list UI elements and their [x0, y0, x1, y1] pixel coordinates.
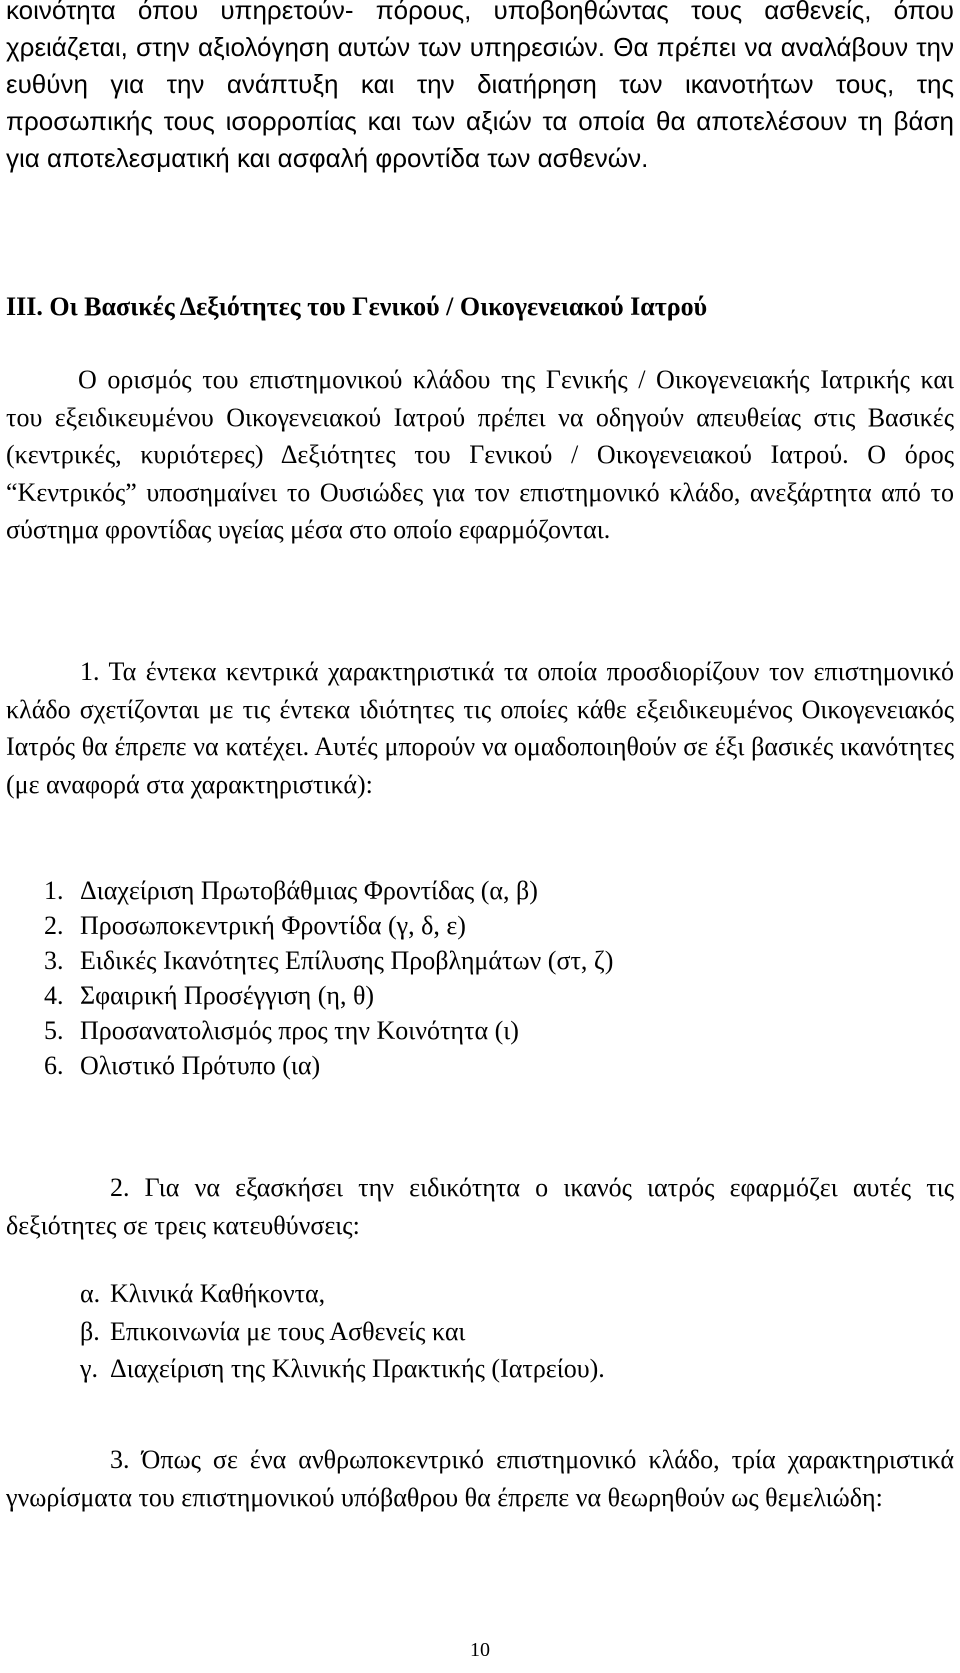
page-number: 10 [470, 1639, 490, 1661]
core-competencies-list [44, 873, 613, 1083]
list-item-text: Ειδικές Ικανότητες Επίλυσης Προβλημάτων (στ, ζ) [80, 946, 614, 975]
list-item-number: γ. [80, 1354, 98, 1383]
list-item-text: Επικοινωνία με τους Ασθενείς και [110, 1316, 466, 1346]
list-item-text: Ολιστικό Πρότυπο (ια) [80, 1051, 321, 1080]
directions-paragraph: 2. Για να εξασκήσει την ειδικότητα ο ικανός ιατρός εφαρμόζει αυτές τις δεξιότητες σε τρεις κατευθύνσεις: [6, 1173, 954, 1240]
list-item [44, 978, 613, 1013]
list-item [44, 943, 613, 978]
list-item-number: β. [80, 1316, 100, 1346]
list-item [80, 1350, 605, 1388]
list-item-number: α. [80, 1279, 101, 1308]
foundations-paragraph: 3. Όπως σε ένα ανθρωποκεντρικό επιστημονικό κλάδο, τρία χαρακτηριστικά γνωρίσματα του επιστημονικού υπόβαθρου θα έπρεπε να θεωρηθούν ως θεμελιώδη: [6, 1445, 954, 1512]
list-item-text: Κλινικά Καθήκοντα, [110, 1279, 326, 1308]
definition-paragraph: Ο ορισμός του επιστημονικού κλάδου της Γενικής / Οικογενειακής Ιατρικής και του εξειδικευμένου Οικογενειακού Ιατρού πρέπει να οδηγούν απευθείας στις Βασικές (κεντρικές, κυριότερες) Δεξιότητες του Γενικού / Οικογενειακού Ιατρού. Ο όρος “Κεντρικός” υποσημαίνει το Ουσιώδες για τον επιστημονικό κλάδο, ανεξάρτητα από το σύστημα φροντίδας υγείας μέσα στο οποίο εφαρμόζονται. [6, 365, 954, 544]
list-item [44, 873, 613, 908]
list-item-text: Προσωποκεντρική Φροντίδα (γ, δ, ε) [80, 911, 466, 940]
list-item-text: Διαχείριση της Κλινικής Πρακτικής (Ιατρείου). [110, 1354, 605, 1383]
list-item-number: 4. [44, 981, 64, 1010]
list-item-number: 3. [44, 946, 64, 975]
intro-paragraph: κοινότητα όπου υπηρετούν- πόρους, υποβοηθώντας τους ασθενείς, όπου χρειάζεται, στην αξιολόγηση αυτών των υπηρεσιών. Θα πρέπει να αναλάβουν την ευθύνη για την ανάπτυξη και την διατήρηση των ικανοτήτων τους, της προσωπικής τους ισορροπίας και των αξιών τα οποία θα αποτελέσουν τη βάση για αποτελεσματική και ασφαλή φροντίδα των ασθενών. [6, 0, 954, 173]
list-item [44, 1048, 613, 1083]
list-item [80, 1313, 605, 1351]
list-item-number: 1. [44, 876, 64, 905]
list-item [44, 908, 613, 943]
list-item [80, 1275, 605, 1313]
list-item [44, 1013, 613, 1048]
core-characteristics-paragraph: 1. Τα έντεκα κεντρικά χαρακτηριστικά τα οποία προσδιορίζουν τον επιστημονικό κλάδο σχετίζονται με τις έντεκα ιδιότητες τις οποίες κάθε εξειδικευμένος Οικογενειακός Ιατρός θα έπρεπε να κατέχει. Αυτές μπορούν να ομαδοποιηθούν σε έξι βασικές ικανότητες (με αναφορά στα χαρακτηριστικά): [6, 657, 954, 799]
directions-list [80, 1275, 605, 1388]
list-item-text: Διαχείριση Πρωτοβάθμιας Φροντίδας (α, β) [80, 876, 538, 905]
list-item-text: Σφαιρική Προσέγγιση (η, θ) [80, 981, 375, 1010]
section-heading: III. Οι Βασικές Δεξιότητες του Γενικού / Οικογενειακού Ιατρού [6, 292, 708, 321]
list-item-text: Προσανατολισμός προς την Κοινότητα (ι) [80, 1016, 519, 1045]
list-item-number: 5. [44, 1016, 64, 1045]
list-item-number: 2. [44, 911, 64, 940]
list-item-number: 6. [44, 1051, 64, 1080]
